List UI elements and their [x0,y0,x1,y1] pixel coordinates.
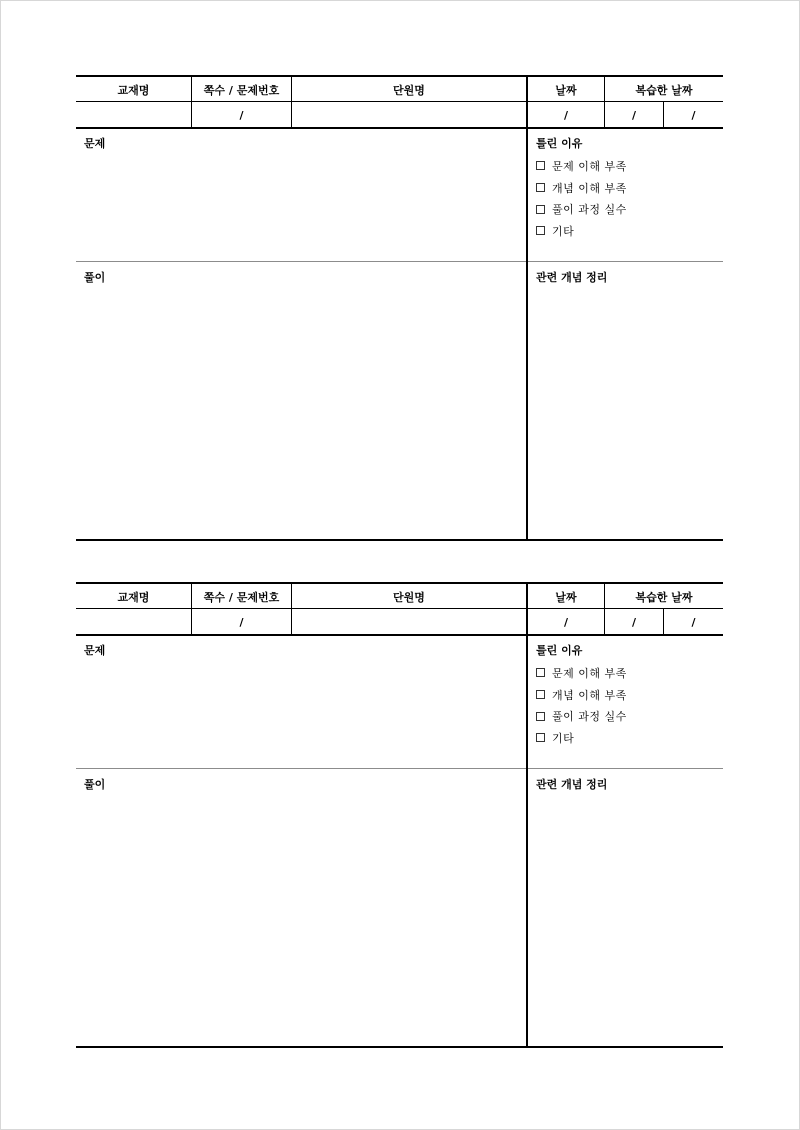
problem-label: 문제 [84,644,106,657]
table-bottom-border [76,539,723,541]
page-problem-header: 쪽수 / 문제번호 [203,83,280,97]
unit-field[interactable] [292,103,526,128]
review-date-field-2[interactable]: / [691,109,696,122]
wrong-reason-list [536,662,627,749]
solution-label: 풀이 [84,778,106,791]
review-date-header: 복습한 날짜 [635,590,693,604]
concept-label: 관련 개념 정리 [536,778,608,791]
reason-option[interactable]: 개념 이해 부족 [536,684,627,706]
checkbox-icon[interactable] [536,668,545,677]
checkbox-icon[interactable] [536,733,545,742]
checkbox-icon[interactable] [536,183,545,192]
section-divider [76,768,723,769]
wrong-reason-label: 틀린 이유 [536,644,583,657]
problem-label: 문제 [84,137,106,150]
reason-option[interactable]: 문제 이해 부족 [536,662,627,684]
textbook-header: 교재명 [117,83,150,97]
reason-option[interactable]: 풀이 과정 실수 [536,198,627,220]
concept-label: 관련 개념 정리 [536,271,608,284]
wrong-reason-list [536,155,627,242]
main-column-divider [526,75,528,541]
checkbox-icon[interactable] [536,690,545,699]
section-divider [76,261,723,262]
unit-header: 단원명 [393,590,425,604]
reason-option[interactable]: 개념 이해 부족 [536,177,627,199]
wrong-answer-sheet-1 [76,75,723,541]
page-problem-header: 쪽수 / 문제번호 [203,590,280,604]
checkbox-icon[interactable] [536,226,545,235]
date-header: 날짜 [555,590,577,604]
date-field[interactable]: / [563,109,569,122]
review-date-field-2[interactable]: / [691,616,696,629]
page-problem-field[interactable]: / [239,616,244,629]
table-bottom-border [76,1046,723,1048]
review-date-field-1[interactable]: / [631,109,637,122]
checkbox-icon[interactable] [536,161,545,170]
reason-option[interactable]: 기타 [536,220,627,242]
solution-label: 풀이 [84,271,106,284]
page-problem-field[interactable]: / [239,109,244,122]
checkbox-icon[interactable] [536,205,545,214]
reason-option[interactable]: 기타 [536,727,627,749]
reason-option[interactable]: 풀이 과정 실수 [536,705,627,727]
date-header: 날짜 [555,83,577,97]
checkbox-icon[interactable] [536,712,545,721]
reason-option[interactable]: 문제 이해 부족 [536,155,627,177]
date-field[interactable]: / [563,616,569,629]
textbook-header: 교재명 [117,590,150,604]
textbook-field[interactable] [76,610,191,635]
unit-header: 단원명 [393,83,425,97]
main-column-divider [526,582,528,1048]
wrong-answer-sheet-2 [76,582,723,1048]
unit-field[interactable] [292,610,526,635]
review-date-field-1[interactable]: / [631,616,637,629]
wrong-reason-label: 틀린 이유 [536,137,583,150]
review-date-header: 복습한 날짜 [635,83,693,97]
textbook-field[interactable] [76,103,191,128]
